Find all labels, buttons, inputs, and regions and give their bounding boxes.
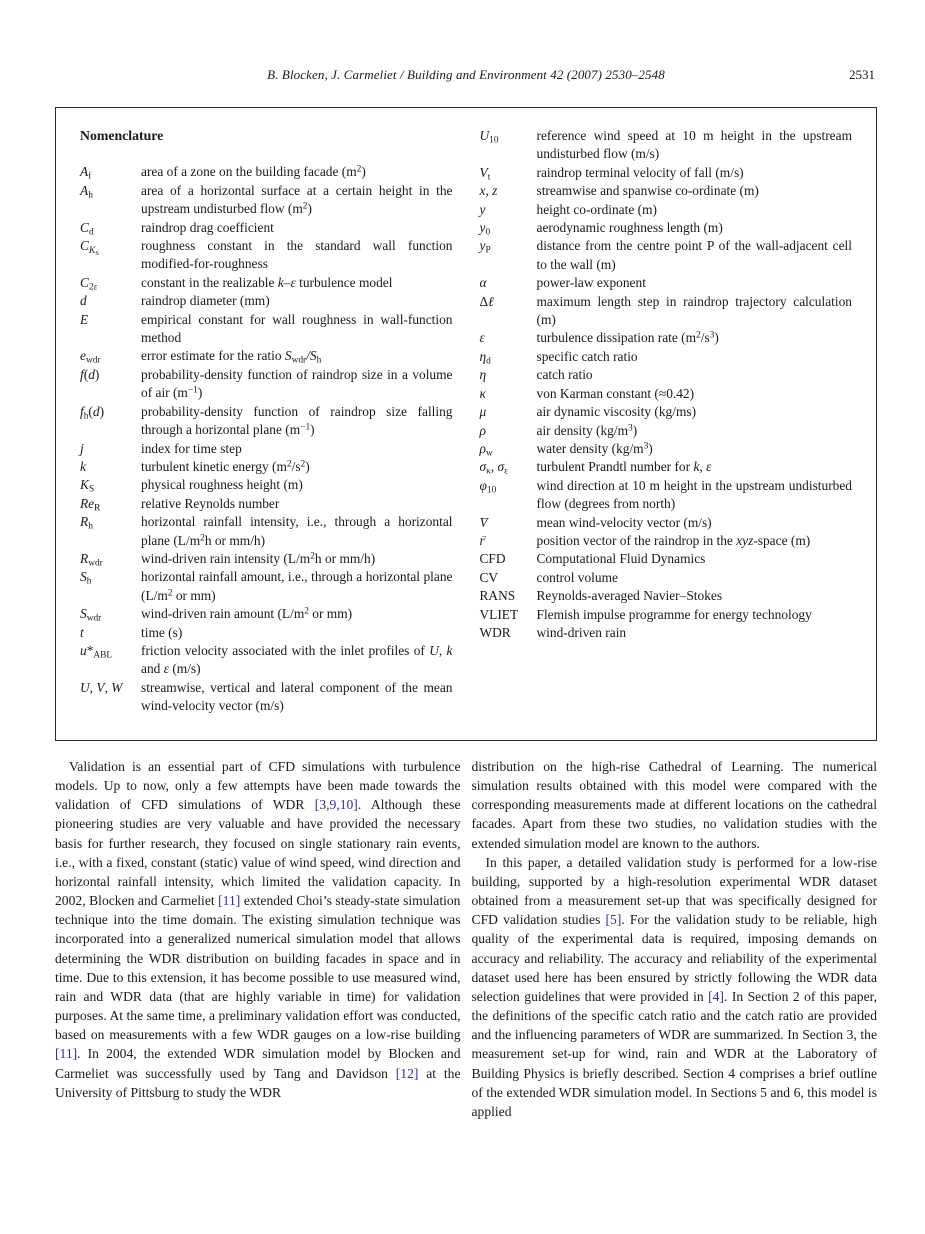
symbol: $\rho_w$ (479, 440, 493, 459)
definition: constant in the realizable k–ε turbulence model (141, 274, 393, 290)
definition: turbulence dissipation rate $(m^2/s^3)$ (536, 330, 719, 346)
symbol: $f_h(d)$ (80, 403, 105, 422)
definition: probability-density function of raindrop size in a volume of air $(m^{-1})$ (141, 366, 453, 401)
nomenclature-entry (480, 587, 853, 605)
nomenclature-entry (480, 348, 853, 366)
nomenclature-entry (80, 311, 453, 348)
nomenclature-left-column (80, 127, 453, 716)
vector-arrow: r → (480, 532, 485, 550)
definition: turbulent Prandtl number for k, ε (536, 459, 712, 475)
definition: specific catch ratio (536, 348, 638, 364)
nomenclature-entry (80, 458, 453, 476)
citation-ref[interactable]: [11] (218, 893, 241, 909)
definition: distance from the centre point P of the wall-adjacent cell to the wall (m) (536, 238, 852, 272)
definition: probability-density function of raindrop size falling through a horizontal plane $(m^{-1})$ (141, 403, 453, 438)
symbol: CV (479, 569, 499, 585)
nomenclature-entry (480, 606, 853, 624)
definition: empirical constant for wall roughness in wall-function method (141, 311, 453, 346)
symbol: $y_P$ (479, 238, 491, 256)
definition: wind-driven rain intensity ($L/m^2h$ or mm/h) (141, 550, 376, 566)
definition: control volume (536, 569, 618, 585)
definition: area of a zone on the building facade $(m^2)$ (141, 164, 366, 180)
nomenclature-entry (480, 458, 853, 476)
symbol: κ (479, 385, 486, 401)
citation-ref[interactable]: [3,9,10] (314, 797, 358, 813)
citation-ref[interactable]: [12] (395, 1065, 419, 1081)
symbol: $S_{wdr}$ (80, 606, 102, 624)
symbol: WDR (479, 624, 511, 640)
definition: turbulent kinetic energy $(m^2/s^2)$ (141, 458, 310, 474)
symbol: $\varphi_{10}$ (479, 477, 497, 496)
definition: time (s) (141, 624, 183, 640)
symbol: ε (479, 330, 485, 346)
symbol (480, 514, 537, 532)
definition: Computational Fluid Dynamics (536, 551, 706, 567)
symbol: j (80, 440, 84, 456)
page-number: 2531 (849, 67, 875, 82)
nomenclature-left-entries (80, 163, 453, 715)
nomenclature-entry (480, 403, 853, 421)
nomenclature-entry (80, 366, 453, 403)
nomenclature-entry (480, 550, 853, 568)
nomenclature-entry (480, 366, 853, 384)
nomenclature-entry (480, 237, 853, 274)
nomenclature-entry (480, 293, 853, 330)
symbol: y (479, 201, 486, 217)
nomenclature-entry (80, 163, 453, 181)
body-text-columns (55, 757, 877, 1121)
definition: maximum length step in raindrop trajectory calculation (m) (536, 293, 852, 328)
symbol: $\eta_d$ (479, 348, 491, 367)
nomenclature-entry (80, 624, 453, 642)
symbol: $u*_{ABL}$ (80, 642, 113, 661)
symbol: $R_{wdr}$ (80, 550, 103, 569)
definition: area of a horizontal surface at a certain height in the upstream undisturbed flow $(m^2)$ (141, 182, 453, 217)
nomenclature-entry (480, 164, 853, 182)
symbol: E (80, 311, 89, 327)
citation-ref[interactable]: [4] (708, 988, 724, 1004)
symbol: $C_{K_S}$ (80, 238, 99, 257)
definition: wind-driven rain amount ($L/m^2$ or mm) (141, 606, 353, 622)
nomenclature-entry (480, 477, 853, 514)
definition: Flemish impulse programme for energy technology (536, 606, 812, 622)
definition: mean wind-velocity vector (m/s) (536, 514, 712, 530)
symbol: CFD (479, 551, 506, 567)
definition: height co-ordinate (m) (536, 201, 657, 217)
nomenclature-right-column (480, 127, 853, 716)
definition: wind-driven rain (536, 624, 627, 640)
nomenclature-entry (480, 219, 853, 237)
symbol: t (80, 624, 84, 640)
definition: catch ratio (536, 367, 593, 383)
nomenclature-entry (480, 440, 853, 458)
nomenclature-entry (80, 476, 453, 494)
definition: physical roughness height (m) (141, 477, 303, 493)
symbol: RANS (479, 588, 516, 604)
definition: von Karman constant (≈0.42) (536, 385, 695, 401)
nomenclature-entry (80, 495, 453, 513)
nomenclature-box (55, 107, 877, 741)
nomenclature-entry (80, 550, 453, 568)
definition: index for time step (141, 440, 242, 456)
symbol: x, z (479, 183, 498, 199)
nomenclature-entry (480, 532, 853, 550)
definition: raindrop drag coefficient (141, 219, 274, 235)
citation-ref[interactable]: [11] (55, 1046, 78, 1062)
definition: Reynolds-averaged Navier–Stokes (536, 588, 723, 604)
definition: water density $(kg/m^3)$ (536, 440, 653, 456)
definition: relative Reynolds number (141, 495, 280, 511)
symbol: $C_{2\varepsilon}$ (80, 274, 98, 293)
definition: streamwise and spanwise co-ordinate (m) (536, 183, 759, 199)
nomenclature-columns (80, 127, 852, 716)
definition: aerodynamic roughness length (m) (536, 220, 723, 236)
symbol: ρ (479, 422, 486, 438)
nomenclature-entry (80, 403, 453, 440)
nomenclature-entry (80, 219, 453, 237)
symbol: VLIET (479, 606, 519, 622)
nomenclature-entry (480, 569, 853, 587)
paragraph: In this paper, a detailed validation study is performed for a low-rise building, supported by a high-resolution experimental WDR dataset obtained from a measurement set-up that was specifically designed for CFD validation studies [5]. For the validation study to be reliable, high quality of the experimental data is required, imposing demands on accuracy and reliability. The accuracy and reliability of the experimental dataset used here has been ensured by strictly following the WDR data selection guidelines that were provided in [4]. In Section 2 of this paper, the definitions of the specific catch ratio and the catch ratio are provided and the influencing parameters of WDR are summarized. In Section 3, the measurement set-up for wind, rain and WDR at the Laboratory of Building Physics is briefly described. Section 4 comprises a brief outline of the extended WDR simulation model. In Sections 5 and 6, this model is applied (471, 854, 877, 1119)
symbol: $V_t$ (479, 164, 491, 183)
nomenclature-entry (80, 642, 453, 679)
definition: air dynamic viscosity (kg/ms) (536, 404, 697, 420)
symbol: $U_{10}$ (479, 128, 499, 146)
symbol: $A_f$ (80, 164, 92, 182)
definition: position vector of the raindrop in the xyz-space (m) (536, 532, 811, 548)
nomenclature-entry (80, 292, 453, 310)
nomenclature-entry (480, 329, 853, 347)
nomenclature-entry (480, 624, 853, 642)
symbol: α (479, 275, 487, 291)
symbol: η (479, 367, 487, 383)
vector-arrow: V → (480, 514, 488, 532)
symbol: d (80, 293, 87, 309)
definition: horizontal rainfall amount, i.e., through a horizontal plane ($L/m^2$ or mm) (141, 569, 453, 603)
nomenclature-entry (80, 679, 453, 716)
definition: roughness constant in the standard wall function modified-for-roughness (141, 238, 453, 272)
definition: raindrop diameter (mm) (141, 293, 270, 309)
definition: friction velocity associated with the inlet profiles of U, k and ε (m/s) (141, 642, 453, 677)
nomenclature-entry (480, 201, 853, 219)
nomenclature-entry (480, 514, 853, 532)
nomenclature-entry (80, 568, 453, 605)
definition: reference wind speed at 10 m height in the upstream undisturbed flow (m/s) (536, 128, 852, 162)
definition: wind direction at 10 m height in the upstream undisturbed flow (degrees from north) (536, 477, 852, 512)
body-right-column (472, 757, 878, 1121)
running-head (55, 67, 877, 85)
symbol: U, V, W (80, 679, 123, 695)
definition: raindrop terminal velocity of fall (m/s) (536, 164, 744, 180)
symbol: μ (479, 404, 487, 420)
paragraph: distribution on the high-rise Cathedral of Learning. The numerical simulation results obtained with this model were compared with the corresponding measurements made at different locations on the cathedral facades. Apart from these two studies, no validation studies with the extended simulation model are known to the authors. (471, 759, 877, 851)
nomenclature-entry (80, 347, 453, 365)
symbol: $e_{wdr}$ (80, 348, 101, 366)
body-left-column (55, 757, 461, 1121)
nomenclature-title: Nomenclature (80, 128, 164, 143)
symbol: f(d) (80, 366, 100, 382)
symbol: $Re_R$ (80, 495, 101, 514)
symbol: $K_S$ (80, 477, 95, 495)
symbol: k (80, 458, 86, 474)
nomenclature-right-entries (480, 127, 853, 642)
symbol: Δℓ (479, 293, 494, 309)
nomenclature-entry (80, 440, 453, 458)
symbol: $C_d$ (80, 219, 94, 238)
nomenclature-entry (480, 385, 853, 403)
nomenclature-entry (480, 274, 853, 292)
nomenclature-entry (80, 605, 453, 623)
definition: streamwise, vertical and lateral component of the mean wind-velocity vector (m/s) (141, 679, 453, 714)
citation-ref[interactable]: [5] (605, 912, 622, 928)
definition: horizontal rainfall intensity, i.e., through a horizontal plane ($L/m^2h$ or mm/h) (141, 514, 453, 548)
definition: error estimate for the ratio $S_{wdr}/S_h$ (141, 348, 322, 366)
nomenclature-entry (480, 127, 853, 164)
running-head-citation: B. Blocken, J. Carmeliet / Building and Environment 42 (2007) 2530–2548 (267, 67, 665, 82)
symbol: $R_h$ (80, 514, 93, 532)
paragraph: Validation is an essential part of CFD simulations with turbulence models. Up to now, only a few attempts have been made towards the validation of CFD simulations of WDR [3,9,10]. Although these pioneering studies are very valuable and have provided the necessary basis for further research, they focused on single stationary rain events, i.e., with a fixed, constant (static) value of wind speed, wind direction and horizontal rainfall intensity, which limited the validation capacity. In 2002, Blocken and Carmeliet [11] extended Choi’s steady-state simulation technique into the time domain. The existing simulation technique was incorporated into a generalized numerical simulation model that allows determining the WDR distribution on building facades in space and in time. Due to this extension, it has become possible to use measured wind, rain and WDR data (that are highly variable in time) for validation purposes. At the same time, a preliminary validation effort was conducted, based on measurements with a few WDR gauges on a low-rise building [11]. In 2004, the extended WDR simulation model by Blocken and Carmeliet was successfully used by Tang and Davidson [12] at the University of Pittsburg to study the WDR (55, 759, 461, 1100)
symbol (480, 532, 537, 550)
definition: power-law exponent (536, 275, 646, 291)
symbol: $S_h$ (80, 569, 92, 587)
symbol: $y_0$ (479, 220, 491, 238)
symbol: $A_h$ (80, 182, 93, 201)
definition: air density $(kg/m^3)$ (536, 422, 638, 438)
nomenclature-entry (80, 237, 453, 274)
nomenclature-entry (480, 422, 853, 440)
nomenclature-entry (80, 182, 453, 219)
symbol: $\sigma_\kappa$, $\sigma_\varepsilon$ (479, 459, 509, 477)
nomenclature-entry (80, 513, 453, 550)
nomenclature-entry (80, 274, 453, 292)
nomenclature-entry (480, 182, 853, 200)
